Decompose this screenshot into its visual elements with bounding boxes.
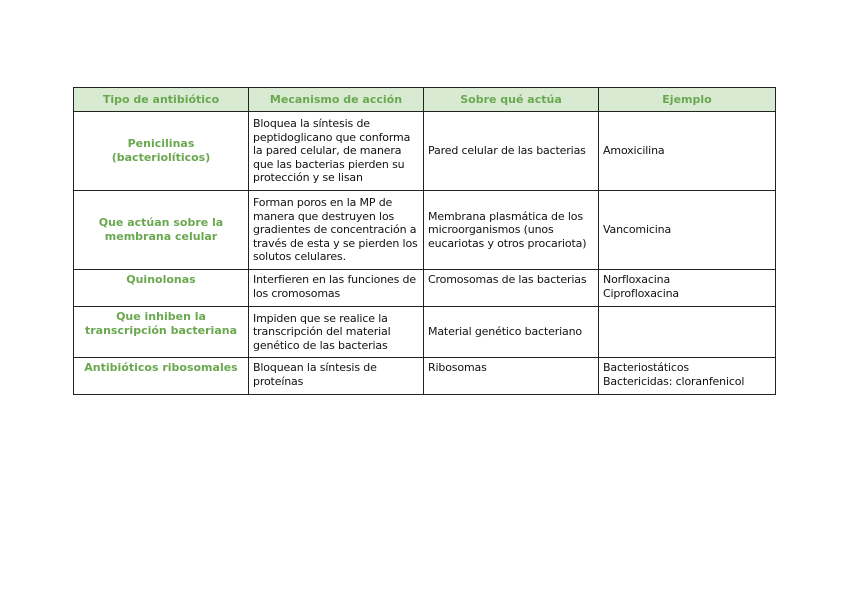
row-example [599,112,776,191]
example-item: Bacteriostáticos [603,361,689,374]
example-item: Amoxicilina [603,144,665,158]
row-type: Antibióticos ribosomales [74,358,249,395]
row-mechanism: Forman poros en la MP de manera que destruyen los gradientes de concentración a través de esta y se pierden los solutos celulares. [249,191,424,270]
row-mechanism: Bloquea la síntesis de peptidoglicano que conforma la pared celular, de manera que las bacterias pierden su protección y se lisan [249,112,424,191]
header-target: Sobre qué actúa [424,88,599,112]
example-item: Norfloxacina [603,273,671,286]
row-type: Que inhiben la transcripción bacteriana [74,307,249,358]
row-example [599,270,776,307]
table-row [74,191,776,270]
row-example [599,358,776,395]
row-mechanism: Interfieren en las funciones de los cromosomas [249,270,424,307]
row-target: Membrana plasmática de los microorganismos (unos eucariotas y otros procariota) [424,191,599,270]
row-example [599,191,776,270]
example-item: Vancomicina [603,223,672,237]
row-target: Material genético bacteriano [424,307,599,358]
example-item: Bactericidas: cloranfenicol [603,374,745,388]
table-row [74,307,776,358]
table-header-row [74,88,776,112]
table-row [74,112,776,191]
row-target: Cromosomas de las bacterias [424,270,599,307]
table-row [74,358,776,395]
row-target: Ribosomas [424,358,599,395]
row-target: Pared celular de las bacterias [424,112,599,191]
row-type: Penicilinas (bacteriolíticos) [74,112,249,191]
row-example [599,307,776,358]
antibiotics-table [73,87,776,395]
header-example: Ejemplo [599,88,776,112]
row-type: Quinolonas [74,270,249,307]
row-type: Que actúan sobre la membrana celular [74,191,249,270]
header-type: Tipo de antibiótico [74,88,249,112]
example-item: Ciprofloxacina [603,286,680,300]
header-mechanism: Mecanismo de acción [249,88,424,112]
row-mechanism: Impiden que se realice la transcripción del material genético de las bacterias [249,307,424,358]
row-mechanism: Bloquean la síntesis de proteínas [249,358,424,395]
table-row [74,270,776,307]
